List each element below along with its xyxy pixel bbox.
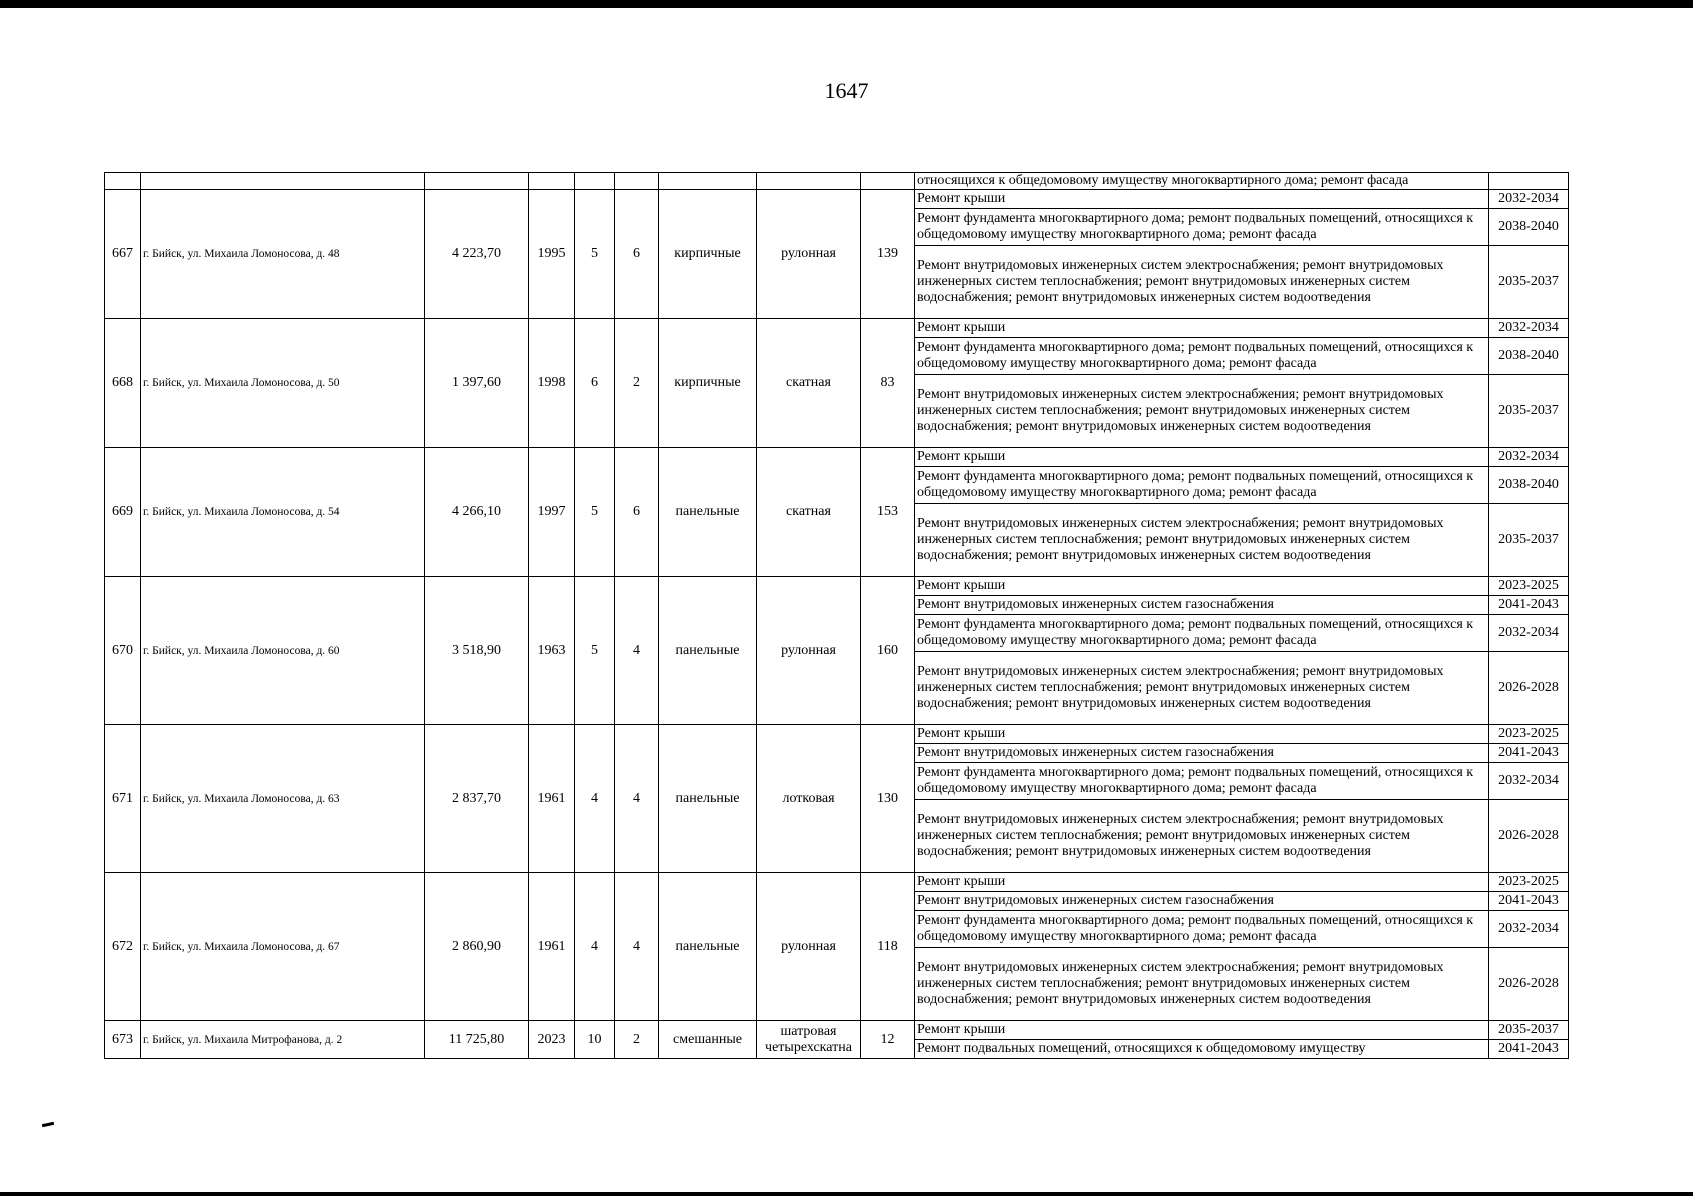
roof-cell: шатровая четырехскатна: [757, 1021, 861, 1059]
empty-cell: [659, 173, 757, 190]
build-year-cell: 1995: [529, 190, 575, 319]
roof-cell: рулонная: [757, 190, 861, 319]
years-cell: 2032-2034: [1489, 319, 1569, 338]
area-cell: 1 397,60: [425, 319, 529, 448]
row-number: 672: [105, 873, 141, 1021]
work-cell: Ремонт крыши: [915, 1021, 1489, 1040]
work-cell: Ремонт фундамента многоквартирного дома; ремонт подвальных помещений, относящихся к общедомовому имуществу многоквартирного дома; ремонт фасада: [915, 338, 1489, 375]
years-cell: 2038-2040: [1489, 209, 1569, 246]
scan-bottom-border: [0, 1192, 1693, 1196]
build-year-cell: 1961: [529, 725, 575, 873]
years-cell: 2032-2034: [1489, 448, 1569, 467]
floors-cell: 4: [575, 725, 615, 873]
walls-cell: кирпичные: [659, 319, 757, 448]
area-cell: 4 223,70: [425, 190, 529, 319]
residents-cell: 160: [861, 577, 915, 725]
table-row: [105, 873, 1569, 892]
work-cell: Ремонт крыши: [915, 319, 1489, 338]
years-cell: 2035-2037: [1489, 1021, 1569, 1040]
roof-cell: рулонная: [757, 577, 861, 725]
floors-cell: 5: [575, 448, 615, 577]
work-cell: Ремонт внутридомовых инженерных систем электроснабжения; ремонт внутридомовых инженерных систем теплоснабжения; ремонт внутридомовых инженерных систем водоснабжения; ремонт внутридомовых инженерных систем водоотведения: [915, 375, 1489, 448]
years-cell: 2041-2043: [1489, 744, 1569, 763]
empty-cell: [861, 173, 915, 190]
table-row: [105, 725, 1569, 744]
work-cell: Ремонт крыши: [915, 873, 1489, 892]
housing-registry-table: [104, 172, 1569, 1059]
work-cell: Ремонт внутридомовых инженерных систем электроснабжения; ремонт внутридомовых инженерных систем теплоснабжения; ремонт внутридомовых инженерных систем водоснабжения; ремонт внутридомовых инженерных систем водоотведения: [915, 800, 1489, 873]
row-number: 671: [105, 725, 141, 873]
work-cell: Ремонт внутридомовых инженерных систем газоснабжения: [915, 596, 1489, 615]
table-row: [105, 577, 1569, 596]
entrances-cell: 2: [615, 319, 659, 448]
residents-cell: 12: [861, 1021, 915, 1059]
walls-cell: панельные: [659, 725, 757, 873]
years-cell: 2026-2028: [1489, 652, 1569, 725]
empty-cell: [141, 173, 425, 190]
years-cell: 2035-2037: [1489, 504, 1569, 577]
entrances-cell: 6: [615, 190, 659, 319]
walls-cell: смешанные: [659, 1021, 757, 1059]
address-cell: г. Бийск, ул. Михаила Ломоносова, д. 48: [141, 190, 425, 319]
table-row: [105, 448, 1569, 467]
work-cell: Ремонт фундамента многоквартирного дома; ремонт подвальных помещений, относящихся к общедомовому имуществу многоквартирного дома; ремонт фасада: [915, 615, 1489, 652]
years-cell: 2041-2043: [1489, 892, 1569, 911]
address-cell: г. Бийск, ул. Михаила Ломоносова, д. 50: [141, 319, 425, 448]
years-cell: 2023-2025: [1489, 725, 1569, 744]
row-number: 670: [105, 577, 141, 725]
build-year-cell: 1961: [529, 873, 575, 1021]
years-cell: 2032-2034: [1489, 190, 1569, 209]
work-cell: Ремонт фундамента многоквартирного дома; ремонт подвальных помещений, относящихся к общедомовому имуществу многоквартирного дома; ремонт фасада: [915, 467, 1489, 504]
work-cell: Ремонт фундамента многоквартирного дома; ремонт подвальных помещений, относящихся к общедомовому имуществу многоквартирного дома; ремонт фасада: [915, 911, 1489, 948]
address-cell: г. Бийск, ул. Михаила Ломоносова, д. 60: [141, 577, 425, 725]
area-cell: 11 725,80: [425, 1021, 529, 1059]
roof-cell: лотковая: [757, 725, 861, 873]
build-year-cell: 1998: [529, 319, 575, 448]
residents-cell: 130: [861, 725, 915, 873]
years-cell: 2023-2025: [1489, 577, 1569, 596]
work-cell: Ремонт крыши: [915, 577, 1489, 596]
area-cell: 2 860,90: [425, 873, 529, 1021]
row-number: 673: [105, 1021, 141, 1059]
years-cell: 2023-2025: [1489, 873, 1569, 892]
years-cell: 2032-2034: [1489, 911, 1569, 948]
table-body: [105, 173, 1569, 1059]
table-row: [105, 1021, 1569, 1040]
work-cell: Ремонт внутридомовых инженерных систем электроснабжения; ремонт внутридомовых инженерных систем теплоснабжения; ремонт внутридомовых инженерных систем водоснабжения; ремонт внутридомовых инженерных систем водоотведения: [915, 948, 1489, 1021]
entrances-cell: 6: [615, 448, 659, 577]
row-number: 669: [105, 448, 141, 577]
residents-cell: 153: [861, 448, 915, 577]
work-cell: относящихся к общедомовому имуществу многоквартирного дома; ремонт фасада: [915, 173, 1489, 190]
work-cell: Ремонт внутридомовых инженерных систем газоснабжения: [915, 744, 1489, 763]
roof-cell: скатная: [757, 448, 861, 577]
work-cell: Ремонт внутридомовых инженерных систем электроснабжения; ремонт внутридомовых инженерных систем теплоснабжения; ремонт внутридомовых инженерных систем водоснабжения; ремонт внутридомовых инженерных систем водоотведения: [915, 246, 1489, 319]
work-cell: Ремонт крыши: [915, 725, 1489, 744]
residents-cell: 118: [861, 873, 915, 1021]
work-cell: Ремонт крыши: [915, 448, 1489, 467]
years-cell: [1489, 173, 1569, 190]
walls-cell: панельные: [659, 873, 757, 1021]
row-number: 667: [105, 190, 141, 319]
empty-cell: [757, 173, 861, 190]
years-cell: 2041-2043: [1489, 1040, 1569, 1059]
years-cell: 2035-2037: [1489, 375, 1569, 448]
address-cell: г. Бийск, ул. Михаила Ломоносова, д. 54: [141, 448, 425, 577]
empty-cell: [425, 173, 529, 190]
empty-cell: [575, 173, 615, 190]
work-cell: Ремонт внутридомовых инженерных систем газоснабжения: [915, 892, 1489, 911]
work-cell: Ремонт внутридомовых инженерных систем электроснабжения; ремонт внутридомовых инженерных систем теплоснабжения; ремонт внутридомовых инженерных систем водоснабжения; ремонт внутридомовых инженерных систем водоотведения: [915, 504, 1489, 577]
empty-cell: [615, 173, 659, 190]
floors-cell: 6: [575, 319, 615, 448]
work-cell: Ремонт подвальных помещений, относящихся к общедомовому имуществу: [915, 1040, 1489, 1059]
scan-top-border: [0, 0, 1693, 8]
entrances-cell: 4: [615, 725, 659, 873]
address-cell: г. Бийск, ул. Михаила Митрофанова, д. 2: [141, 1021, 425, 1059]
build-year-cell: 1997: [529, 448, 575, 577]
residents-cell: 83: [861, 319, 915, 448]
work-cell: Ремонт фундамента многоквартирного дома; ремонт подвальных помещений, относящихся к общедомовому имуществу многоквартирного дома; ремонт фасада: [915, 209, 1489, 246]
floors-cell: 5: [575, 577, 615, 725]
floors-cell: 5: [575, 190, 615, 319]
years-cell: 2035-2037: [1489, 246, 1569, 319]
floors-cell: 10: [575, 1021, 615, 1059]
years-cell: 2032-2034: [1489, 615, 1569, 652]
row-number: 668: [105, 319, 141, 448]
table-row: [105, 190, 1569, 209]
address-cell: г. Бийск, ул. Михаила Ломоносова, д. 67: [141, 873, 425, 1021]
build-year-cell: 2023: [529, 1021, 575, 1059]
area-cell: 2 837,70: [425, 725, 529, 873]
area-cell: 4 266,10: [425, 448, 529, 577]
address-cell: г. Бийск, ул. Михаила Ломоносова, д. 63: [141, 725, 425, 873]
years-cell: 2032-2034: [1489, 763, 1569, 800]
table-row: [105, 319, 1569, 338]
years-cell: 2041-2043: [1489, 596, 1569, 615]
floors-cell: 4: [575, 873, 615, 1021]
walls-cell: панельные: [659, 577, 757, 725]
entrances-cell: 4: [615, 577, 659, 725]
roof-cell: рулонная: [757, 873, 861, 1021]
years-cell: 2038-2040: [1489, 338, 1569, 375]
entrances-cell: 4: [615, 873, 659, 1021]
years-cell: 2038-2040: [1489, 467, 1569, 504]
work-cell: Ремонт крыши: [915, 190, 1489, 209]
entrances-cell: 2: [615, 1021, 659, 1059]
work-cell: Ремонт фундамента многоквартирного дома; ремонт подвальных помещений, относящихся к общедомовому имуществу многоквартирного дома; ремонт фасада: [915, 763, 1489, 800]
work-cell: Ремонт внутридомовых инженерных систем электроснабжения; ремонт внутридомовых инженерных систем теплоснабжения; ремонт внутридомовых инженерных систем водоснабжения; ремонт внутридомовых инженерных систем водоотведения: [915, 652, 1489, 725]
build-year-cell: 1963: [529, 577, 575, 725]
empty-cell: [529, 173, 575, 190]
years-cell: 2026-2028: [1489, 948, 1569, 1021]
walls-cell: панельные: [659, 448, 757, 577]
table-row-carry-over: [105, 173, 1569, 190]
residents-cell: 139: [861, 190, 915, 319]
years-cell: 2026-2028: [1489, 800, 1569, 873]
scan-mark: [42, 1122, 54, 1127]
area-cell: 3 518,90: [425, 577, 529, 725]
roof-cell: скатная: [757, 319, 861, 448]
walls-cell: кирпичные: [659, 190, 757, 319]
page-number: 1647: [824, 78, 869, 103]
empty-cell: [105, 173, 141, 190]
